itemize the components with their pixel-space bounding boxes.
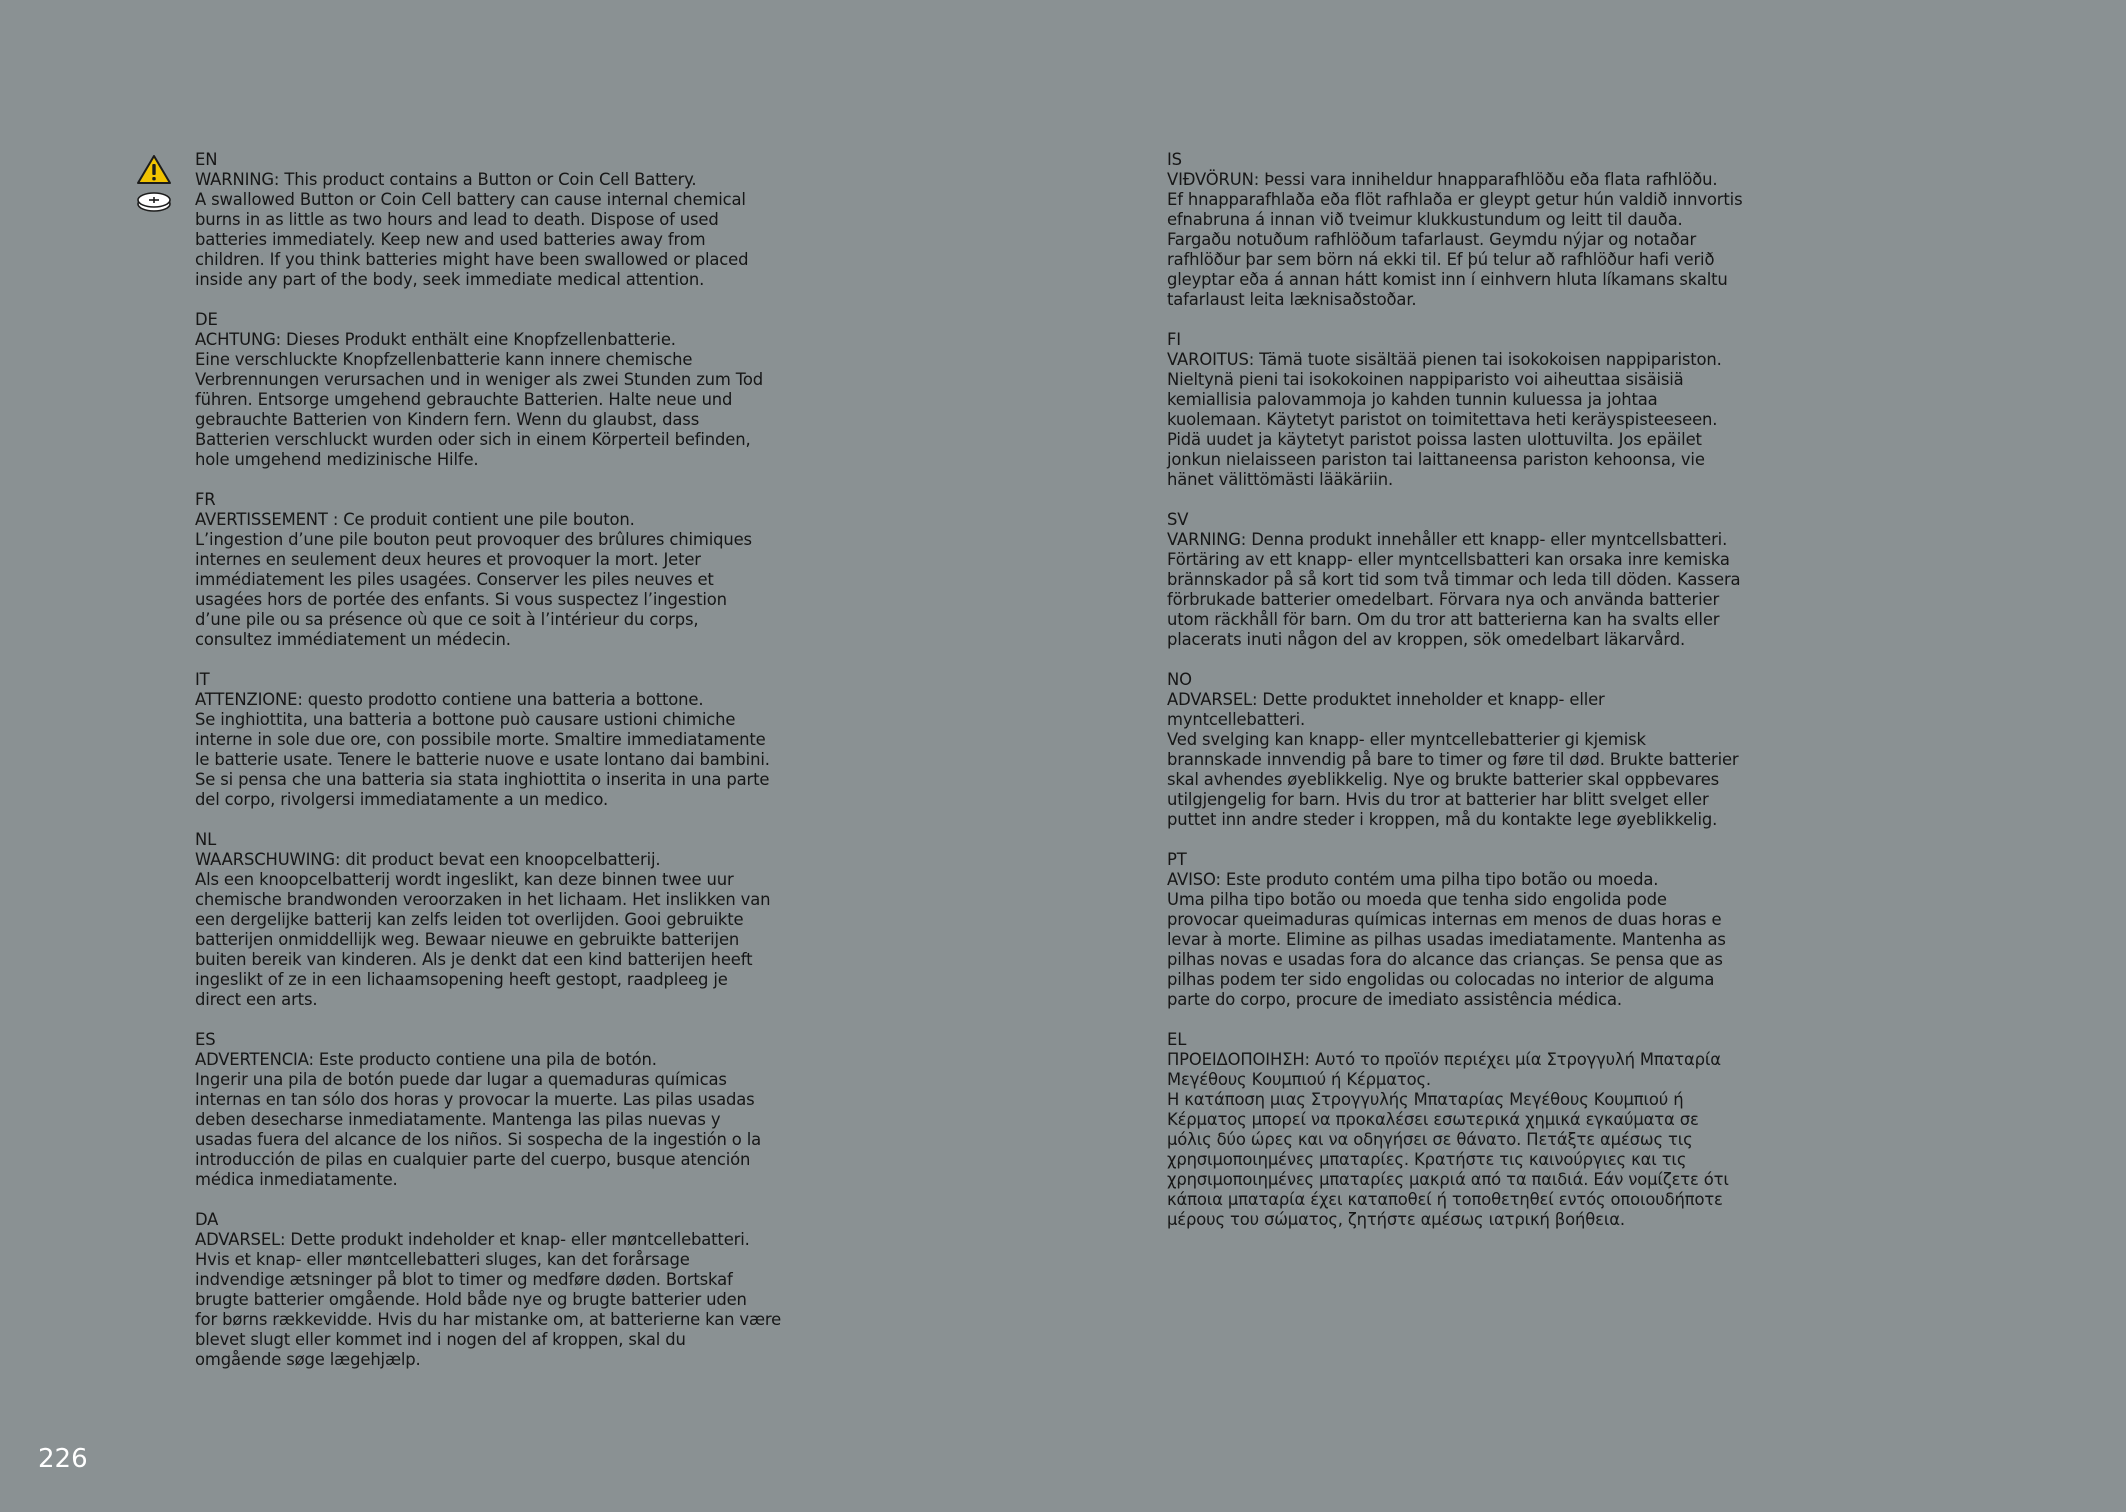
language-code: ES: [195, 1030, 216, 1049]
warning-text-line: kemiallisia palovammoja jo kahden tunnin kuluessa ja johtaa: [1167, 390, 1658, 409]
warning-text-line: μόλις δύο ώρες και να οδηγήσει σε θάνατο. Πετάξτε αμέσως τις: [1167, 1130, 1693, 1149]
warning-text-line: ADVARSEL: Dette produkt indeholder et knap- eller møntcellebatteri.: [195, 1230, 750, 1249]
warning-text-line: VARNING: Denna produkt innehåller ett knapp- eller myntcellsbatteri.: [1167, 530, 1728, 549]
warning-text-line: utilgjengelig for barn. Hvis du tror at batterier har blitt svelget eller: [1167, 790, 1709, 809]
language-code: PT: [1167, 850, 1187, 869]
warning-text-line: direct een arts.: [195, 990, 318, 1009]
language-code: NL: [195, 830, 217, 849]
warning-text-line: internas en tan sólo dos horas y provocar la muerte. Las pilas usadas: [195, 1090, 755, 1109]
warning-section-es: [195, 1030, 795, 1190]
warning-text-line: Μεγέθους Κουμπιού ή Κέρματος.: [1167, 1070, 1431, 1089]
warning-text-line: indvendige ætsninger på blot to timer og medføre døden. Bortskaf: [195, 1270, 733, 1289]
warning-text-line: Se si pensa che una batteria sia stata inghiottita o inserita in una parte: [195, 770, 770, 789]
warning-text-line: χρησιμοποιημένες μπαταρίες μακριά από τα παιδιά. Εάν νομίζετε ότι: [1167, 1170, 1729, 1189]
warning-text-line: Verbrennungen verursachen und in weniger als zwei Stunden zum Tod: [195, 370, 763, 389]
warning-text-line: A swallowed Button or Coin Cell battery can cause internal chemical: [195, 190, 746, 209]
warning-text-line: ACHTUNG: Dieses Produkt enthält eine Knopfzellenbatterie.: [195, 330, 676, 349]
warning-text-line: ΠΡΟΕΙΔΟΠΟΙΗΣΗ: Αυτό το προϊόν περιέχει μία Στρογγυλή Μπαταρία: [1167, 1050, 1721, 1069]
warning-text-line: Eine verschluckte Knopfzellenbatterie kann innere chemische: [195, 350, 693, 369]
warning-text-line: Fargaðu notuðum rafhlöðum tafarlaust. Geymdu nýjar og notaðar: [1167, 230, 1697, 249]
warning-text-line: Ved svelging kan knapp- eller myntcellebatterier gi kjemisk: [1167, 730, 1646, 749]
warning-text-line: deben desecharse inmediatamente. Mantenga las pilas nuevas y: [195, 1110, 721, 1129]
warning-text-line: d’une pile ou sa présence où que ce soit à l’intérieur du corps,: [195, 610, 699, 629]
warning-text-line: immédiatement les piles usagées. Conserver les piles neuves et: [195, 570, 714, 589]
warning-section-fr: [195, 490, 795, 650]
language-code: FR: [195, 490, 216, 509]
page-number: 226: [38, 1444, 88, 1474]
warning-text-line: usadas fuera del alcance de los niños. Si sospecha de la ingestión o la: [195, 1130, 762, 1149]
warning-text-line: AVERTISSEMENT : Ce produit contient une pile bouton.: [195, 510, 635, 529]
warning-text-line: batterijen onmiddellijk weg. Bewaar nieuwe en gebruikte batterijen: [195, 930, 740, 949]
warning-text-line: Se inghiottita, una batteria a bottone può causare ustioni chimiche: [195, 710, 736, 729]
warning-section-de: [195, 310, 795, 470]
warning-text-line: Ef hnapparafhlaða eða flöt rafhlaða er gleypt getur hún valdið innvortis: [1167, 190, 1743, 209]
warning-section-pt: [1167, 850, 1767, 1010]
warning-text-line: Η κατάποση μιας Στρογγυλής Μπαταρίας Μεγέθους Κουμπιού ή: [1167, 1090, 1684, 1109]
language-code: SV: [1167, 510, 1189, 529]
warning-text-line: usagées hors de portée des enfants. Si vous suspectez l’ingestion: [195, 590, 727, 609]
warning-text-line: Uma pilha tipo botão ou moeda que tenha sido engolida pode: [1167, 890, 1667, 909]
warning-text-line: introducción de pilas en cualquier parte del cuerpo, busque atención: [195, 1150, 751, 1169]
warning-section-da: [195, 1210, 795, 1370]
warning-text-line: Κέρματος μπορεί να προκαλέσει εσωτερικά χημικά εγκαύματα σε: [1167, 1110, 1699, 1129]
warning-text-line: blevet slugt eller kommet ind i nogen del af kroppen, skal du: [195, 1330, 686, 1349]
warning-text-line: levar à morte. Elimine as pilhas usadas imediatamente. Mantenha as: [1167, 930, 1726, 949]
warning-section-nl: [195, 830, 795, 1010]
warning-text-line: een dergelijke batterij kan zelfs leiden tot overlijden. Gooi gebruikte: [195, 910, 744, 929]
warning-text-line: omgående søge lægehjælp.: [195, 1350, 421, 1369]
warning-text-line: médica inmediatamente.: [195, 1170, 398, 1189]
warning-text-line: provocar queimaduras químicas internas em menos de duas horas e: [1167, 910, 1722, 929]
warning-icons: [136, 154, 172, 214]
warning-text-line: Förtäring av ett knapp- eller myntcellsbatteri kan orsaka inre kemiska: [1167, 550, 1730, 569]
warning-text-line: ADVARSEL: Dette produktet inneholder et knapp- eller: [1167, 690, 1605, 709]
language-code: IS: [1167, 150, 1182, 169]
warning-section-en: [195, 150, 795, 290]
warning-text-line: placerats inuti någon del av kroppen, sök omedelbart läkarvård.: [1167, 630, 1686, 649]
warning-text-line: inside any part of the body, seek immediate medical attention.: [195, 270, 705, 289]
warning-text-line: batteries immediately. Keep new and used batteries away from: [195, 230, 706, 249]
warning-text-line: förbrukade batterier omedelbart. Förvara nya och använda batterier: [1167, 590, 1720, 609]
warning-text-line: rafhlöður þar sem börn ná ekki til. Ef þú telur að rafhlöður hafi verið: [1167, 250, 1715, 269]
warning-text-line: skal avhendes øyeblikkelig. Nye og brukte batterier skal oppbevares: [1167, 770, 1720, 789]
warning-text-line: efnabruna á innan við tveimur klukkustundum og leitt til dauða.: [1167, 210, 1683, 229]
warning-text-line: buiten bereik van kinderen. Als je denkt dat een kind batterijen heeft: [195, 950, 753, 969]
warning-text-line: WARNING: This product contains a Button or Coin Cell Battery.: [195, 170, 697, 189]
language-code: EN: [195, 150, 218, 169]
warning-section-is: [1167, 150, 1767, 310]
warning-text-line: Hvis et knap- eller møntcellebatteri sluges, kan det forårsage: [195, 1250, 690, 1269]
language-code: DE: [195, 310, 218, 329]
language-code: DA: [195, 1210, 219, 1229]
right-column: [1167, 150, 1767, 1250]
warning-text-line: jonkun nielaisseen pariston tai laittaneensa pariston kehoonsa, vie: [1167, 450, 1705, 469]
warning-text-line: pilhas novas e usadas fora do alcance das crianças. Se pensa que as: [1167, 950, 1723, 969]
warning-text-line: brugte batterier omgående. Hold både nye og brugte batterier uden: [195, 1290, 747, 1309]
warning-text-line: parte do corpo, procure de imediato assistência médica.: [1167, 990, 1622, 1009]
warning-text-line: puttet inn andre steder i kroppen, må du kontakte lege øyeblikkelig.: [1167, 810, 1718, 829]
warning-text-line: le batterie usate. Tenere le batterie nuove e usate lontano dai bambini.: [195, 750, 770, 769]
warning-text-line: pilhas podem ter sido engolidas ou colocadas no interior de alguma: [1167, 970, 1715, 989]
warning-text-line: WAARSCHUWING: dit product bevat een knoopcelbatterij.: [195, 850, 661, 869]
warning-section-sv: [1167, 510, 1767, 650]
warning-text-line: κάποια μπαταρία έχει καταποθεί ή τοποθετηθεί εντός οποιουδήποτε: [1167, 1190, 1723, 1209]
warning-text-line: VIÐVÖRUN: Þessi vara inniheldur hnapparafhlöðu eða flata rafhlöðu.: [1167, 170, 1718, 189]
coin-cell-battery-icon: [136, 189, 172, 215]
left-column: [195, 150, 795, 1390]
warning-text-line: hole umgehend medizinische Hilfe.: [195, 450, 479, 469]
warning-text-line: interne in sole due ore, con possibile morte. Smaltire immediatamente: [195, 730, 766, 749]
warning-section-fi: [1167, 330, 1767, 490]
warning-text-line: hänet välittömästi lääkäriin.: [1167, 470, 1393, 489]
warning-text-line: kuolemaan. Käytetyt paristot on toimitettava heti keräyspisteeseen.: [1167, 410, 1718, 429]
warning-text-line: AVISO: Este produto contém uma pilha tipo botão ou moeda.: [1167, 870, 1659, 889]
warning-text-line: burns in as little as two hours and lead to death. Dispose of used: [195, 210, 719, 229]
warning-text-line: chemische brandwonden veroorzaken in het lichaam. Het inslikken van: [195, 890, 771, 909]
warning-text-line: ADVERTENCIA: Este producto contiene una pila de botón.: [195, 1050, 657, 1069]
warning-text-line: gleyptar eða á annan hátt komist inn í einhvern hluta líkamans skaltu: [1167, 270, 1728, 289]
warning-text-line: children. If you think batteries might have been swallowed or placed: [195, 250, 749, 269]
warning-text-line: Batterien verschluckt wurden oder sich in einem Körperteil befinden,: [195, 430, 751, 449]
warning-text-line: Pidä uudet ja käytetyt paristot poissa lasten ulottuvilta. Jos epäilet: [1167, 430, 1702, 449]
warning-text-line: L’ingestion d’une pile bouton peut provoquer des brûlures chimiques: [195, 530, 752, 549]
warning-section-el: [1167, 1030, 1767, 1230]
language-code: IT: [195, 670, 210, 689]
warning-text-line: consultez immédiatement un médecin.: [195, 630, 511, 649]
warning-text-line: μέρους του σώματος, ζητήστε αμέσως ιατρική βοήθεια.: [1167, 1210, 1625, 1229]
warning-section-it: [195, 670, 795, 810]
warning-text-line: brännskador på så kort tid som två timmar och leda till döden. Kassera: [1167, 570, 1741, 589]
warning-triangle-icon: [136, 154, 172, 186]
language-code: NO: [1167, 670, 1192, 689]
language-code: EL: [1167, 1030, 1187, 1049]
warning-text-line: myntcellebatteri.: [1167, 710, 1306, 729]
warning-text-line: ATTENZIONE: questo prodotto contiene una batteria a bottone.: [195, 690, 704, 709]
warning-text-line: for børns rækkevidde. Hvis du har mistanke om, at batterierne kan være: [195, 1310, 782, 1329]
warning-text-line: tafarlaust leita læknisaðstoðar.: [1167, 290, 1417, 309]
warning-text-line: VAROITUS: Tämä tuote sisältää pienen tai isokokoisen nappipariston.: [1167, 350, 1722, 369]
warning-text-line: χρησιμοποιημένες μπαταρίες. Κρατήστε τις καινούργιες και τις: [1167, 1150, 1687, 1169]
warning-section-no: [1167, 670, 1767, 830]
warning-text-line: brannskade innvendig på bare to timer og føre til død. Brukte batterier: [1167, 750, 1739, 769]
warning-text-line: führen. Entsorge umgehend gebrauchte Batterien. Halte neue und: [195, 390, 733, 409]
warning-text-line: gebrauchte Batterien von Kindern fern. Wenn du glaubst, dass: [195, 410, 700, 429]
warning-text-line: Als een knoopcelbatterij wordt ingeslikt, kan deze binnen twee uur: [195, 870, 734, 889]
warning-text-line: utom räckhåll för barn. Om du tror att batterierna kan ha svalts eller: [1167, 610, 1720, 629]
language-code: FI: [1167, 330, 1181, 349]
warning-text-line: del corpo, rivolgersi immediatamente a un medico.: [195, 790, 609, 809]
warning-text-line: internes en seulement deux heures et provoquer la mort. Jeter: [195, 550, 701, 569]
warning-text-line: Nieltynä pieni tai isokokoinen nappiparisto voi aiheuttaa sisäisiä: [1167, 370, 1684, 389]
warning-text-line: Ingerir una pila de botón puede dar lugar a quemaduras químicas: [195, 1070, 727, 1089]
warning-text-line: ingeslikt of ze in een lichaamsopening heeft gestopt, raadpleeg je: [195, 970, 728, 989]
